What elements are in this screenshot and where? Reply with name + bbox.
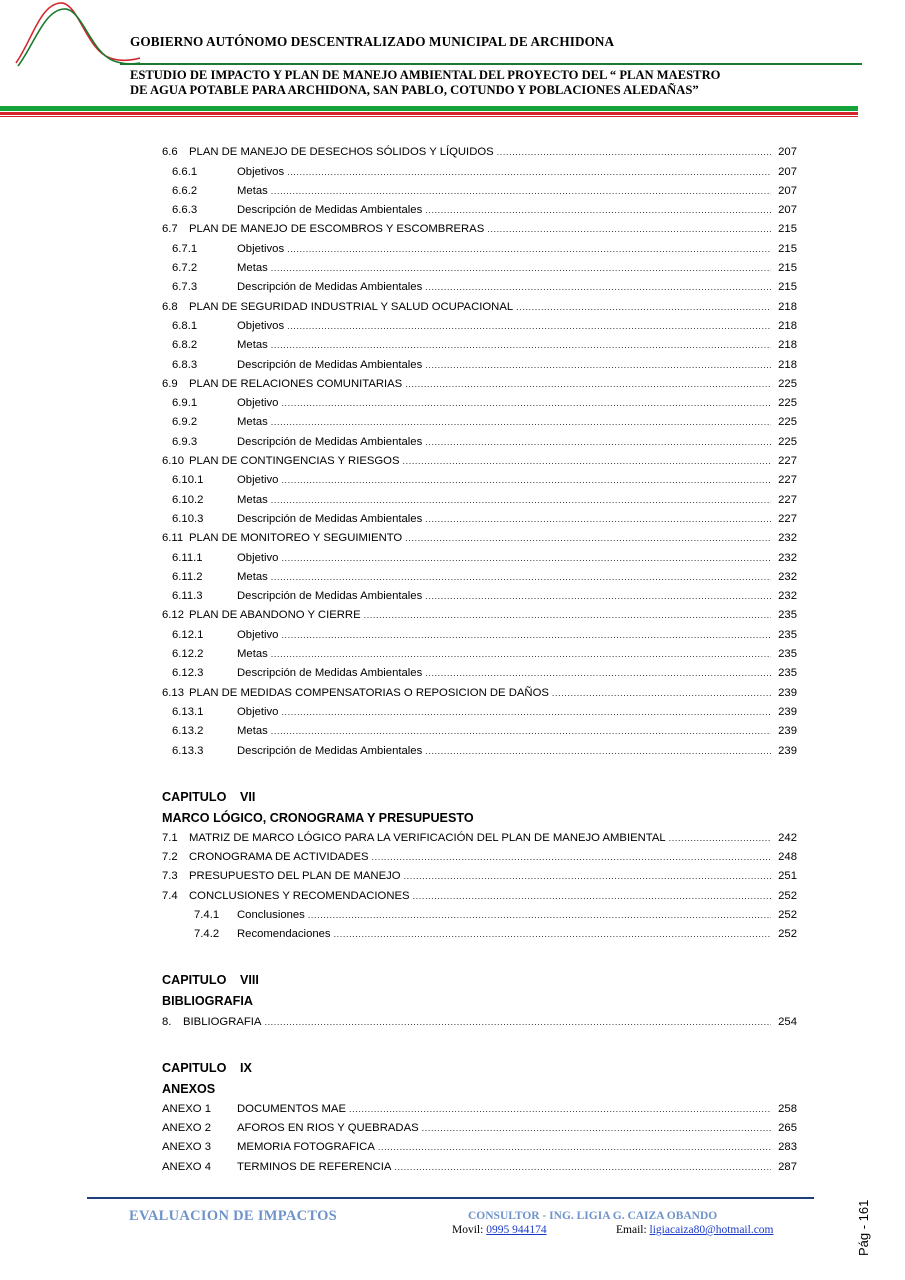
toc-leader-dots <box>271 416 771 428</box>
toc-entry-label: Metas <box>237 570 268 583</box>
toc-entry[interactable] <box>162 332 797 351</box>
toc-entry-label: Objetivo <box>237 705 279 718</box>
toc-entry[interactable] <box>162 158 797 177</box>
toc-entry[interactable] <box>162 902 797 921</box>
toc-chapter-7 <box>162 783 797 941</box>
toc-entry-number: 6.13.1 <box>172 705 204 718</box>
toc-entry-number: 7.1 <box>162 831 178 844</box>
toc-entry-label: Descripción de Medidas Ambientales <box>237 358 423 371</box>
toc-entry-page: 218 <box>778 319 797 332</box>
toc-entry-label: PLAN DE MEDIDAS COMPENSATORIAS O REPOSICION DE DAÑOS <box>189 686 549 699</box>
toc-leader-dots <box>516 301 771 313</box>
toc-entry-label: Objetivo <box>237 397 279 410</box>
toc-entry-number: 6.13.2 <box>172 725 204 738</box>
toc-entry-label: Descripción de Medidas Ambientales <box>237 590 423 603</box>
toc-entry-number: 6.8.2 <box>172 339 198 352</box>
toc-entry-number: 6.12.2 <box>172 648 204 661</box>
toc-entry-page: 235 <box>778 667 797 680</box>
toc-leader-dots <box>281 706 771 718</box>
toc-entry-label: Descripción de Medidas Ambientales <box>237 435 423 448</box>
toc-leader-dots <box>425 281 771 293</box>
toc-leader-dots <box>372 851 771 863</box>
toc-entry-number: 6.7.3 <box>172 281 198 294</box>
toc-entry-number: 6.7.1 <box>172 242 198 255</box>
toc-entry[interactable] <box>162 718 797 737</box>
toc-entry[interactable] <box>162 428 797 447</box>
toc-entry[interactable] <box>162 564 797 583</box>
toc-entry-page: 215 <box>778 262 797 275</box>
toc-entry-number: 7.2 <box>162 851 178 864</box>
email-label: Email: <box>616 1224 650 1236</box>
toc-entry-number: 6.8 <box>162 300 178 313</box>
toc-leader-dots <box>281 397 771 409</box>
toc-entry[interactable] <box>162 882 797 901</box>
toc-entry-number: 6.7 <box>162 223 178 236</box>
toc-entry[interactable] <box>162 313 797 332</box>
toc-entry[interactable] <box>162 448 797 467</box>
toc-entry-page: 232 <box>778 551 797 564</box>
toc-leader-dots <box>425 667 771 679</box>
toc-entry-number: 7.4 <box>162 889 178 902</box>
footer-section-title: EVALUACION DE IMPACTOS <box>129 1208 338 1224</box>
page-number: Pág - 161 <box>856 1199 871 1256</box>
toc-entry[interactable] <box>162 660 797 679</box>
toc-leader-dots <box>281 552 771 564</box>
toc-entry[interactable] <box>162 486 797 505</box>
toc-leader-dots <box>281 474 771 486</box>
toc-entry-label: TERMINOS DE REFERENCIA <box>237 1160 392 1173</box>
toc-leader-dots <box>403 455 771 467</box>
toc-entry-label: DOCUMENTOS MAE <box>237 1102 347 1115</box>
toc-entry[interactable] <box>162 602 797 621</box>
phone-label: Movil: <box>452 1224 487 1236</box>
toc-entry-page: 227 <box>778 512 797 525</box>
toc-leader-dots <box>413 890 771 902</box>
toc-entry[interactable] <box>162 737 797 756</box>
toc-entry-page: 218 <box>778 339 797 352</box>
toc-entry[interactable] <box>162 467 797 486</box>
toc-entry[interactable] <box>162 351 797 370</box>
toc-entry-label: Metas <box>237 648 268 661</box>
toc-entry-page: 232 <box>778 570 797 583</box>
toc-entry-page: 258 <box>778 1102 797 1115</box>
toc-entry-label: PLAN DE SEGURIDAD INDUSTRIAL Y SALUD OCUPACIONAL <box>189 300 514 313</box>
toc-entry[interactable] <box>162 825 797 844</box>
toc-entry-page: 227 <box>778 493 797 506</box>
toc-entry-number: 8. <box>162 1015 172 1028</box>
toc-entry[interactable] <box>162 178 797 197</box>
chapter-number: VIII <box>240 973 259 988</box>
toc-entry[interactable] <box>162 863 797 882</box>
toc-leader-dots <box>271 262 771 274</box>
toc-entry-label: Descripción de Medidas Ambientales <box>237 281 423 294</box>
chapter-heading <box>162 966 797 987</box>
toc-entry-label: Objetivo <box>237 628 279 641</box>
toc-entry-number: 6.11 <box>162 532 184 545</box>
toc-entry-page: 215 <box>778 281 797 294</box>
toc-entry-page: 252 <box>778 928 797 941</box>
chapter-title: MARCO LÓGICO, CRONOGRAMA Y PRESUPUESTO <box>162 810 474 825</box>
toc-entry-page: 232 <box>778 532 797 545</box>
toc-entry-page: 265 <box>778 1122 797 1135</box>
toc-entry-number: 6.12 <box>162 609 184 622</box>
toc-entry[interactable] <box>162 544 797 563</box>
toc-entry-label: PLAN DE MANEJO DE ESCOMBROS Y ESCOMBRERAS <box>189 223 485 236</box>
toc-entry[interactable] <box>162 921 797 940</box>
toc-entry[interactable] <box>162 583 797 602</box>
chapter-heading <box>162 783 797 804</box>
toc-leader-dots <box>271 494 771 506</box>
toc-entry-label: Metas <box>237 262 268 275</box>
toc-leader-dots <box>287 320 771 332</box>
toc-entry-label: Descripción de Medidas Ambientales <box>237 204 423 217</box>
toc-entry[interactable] <box>162 255 797 274</box>
chapter-label: CAPITULO <box>162 973 227 988</box>
toc-entry-page: 251 <box>778 870 797 883</box>
toc-entry-number: ANEXO 3 <box>162 1141 211 1154</box>
toc-leader-dots <box>405 532 771 544</box>
header-band-green <box>0 106 858 111</box>
toc-leader-dots <box>425 745 771 757</box>
toc-entry-number: 6.12.1 <box>172 628 204 641</box>
toc-entry[interactable] <box>162 621 797 640</box>
toc-entry-label: Recomendaciones <box>237 928 331 941</box>
toc-leader-dots <box>308 909 771 921</box>
toc-leader-dots <box>404 870 771 882</box>
toc-entry-number: ANEXO 1 <box>162 1102 211 1115</box>
toc-entry[interactable] <box>162 506 797 525</box>
toc-leader-dots <box>349 1103 771 1115</box>
toc-leader-dots <box>552 687 771 699</box>
toc-entry-label: PLAN DE RELACIONES COMUNITARIAS <box>189 377 403 390</box>
header-subtitle <box>130 68 720 97</box>
toc-entry-page: 242 <box>778 831 797 844</box>
toc-entry[interactable] <box>162 197 797 216</box>
chapter-label: CAPITULO <box>162 1060 227 1075</box>
toc-entry-number: 6.6.2 <box>172 184 198 197</box>
toc-entry-label: Metas <box>237 725 268 738</box>
toc-entry[interactable] <box>162 139 797 158</box>
toc-entry-label: PLAN DE CONTINGENCIAS Y RIESGOS <box>189 455 400 468</box>
toc-entry-page: 235 <box>778 609 797 622</box>
toc-entry[interactable] <box>162 235 797 254</box>
header-subtitle-line1: ESTUDIO DE IMPACTO Y PLAN DE MANEJO AMBIENTAL DEL PROYECTO DEL “ PLAN MAESTRO <box>130 68 721 82</box>
toc-entry-label: Objetivo <box>237 551 279 564</box>
header-band-red <box>0 112 858 115</box>
toc-entry-number: 6.7.2 <box>172 262 198 275</box>
toc-entry-number: ANEXO 4 <box>162 1160 211 1173</box>
toc-entry[interactable] <box>162 216 797 235</box>
toc-entry[interactable] <box>162 1153 797 1172</box>
chapter-items <box>162 1008 797 1027</box>
chapter-heading <box>162 1054 797 1075</box>
toc-entry-page: 283 <box>778 1141 797 1154</box>
toc-entry[interactable] <box>162 641 797 660</box>
toc-entry[interactable] <box>162 1134 797 1153</box>
toc-entry-page: 239 <box>778 725 797 738</box>
toc-entry-label: MEMORIA FOTOGRAFICA <box>237 1141 375 1154</box>
toc-entry-number: 6.6 <box>162 146 178 159</box>
toc-leader-dots <box>405 378 771 390</box>
toc-entry-page: 207 <box>778 165 797 178</box>
toc-entry-page: 225 <box>778 416 797 429</box>
toc-leader-dots <box>425 436 771 448</box>
toc-entry-label: MATRIZ DE MARCO LÓGICO PARA LA VERIFICACIÓN DEL PLAN DE MANEJO AMBIENTAL <box>189 831 666 844</box>
toc-leader-dots <box>394 1161 771 1173</box>
chapter-number: VII <box>240 789 256 804</box>
toc-chapter-9 <box>162 1054 797 1173</box>
toc-entry-number: 6.12.3 <box>172 667 204 680</box>
header-title: GOBIERNO AUTÓNOMO DESCENTRALIZADO MUNICIPAL DE ARCHIDONA <box>130 34 615 49</box>
toc-entry[interactable] <box>162 1008 797 1027</box>
toc-entry-label: PRESUPUESTO DEL PLAN DE MANEJO <box>189 870 401 883</box>
toc-entry-label: AFOROS EN RIOS Y QUEBRADAS <box>237 1122 419 1135</box>
toc-entry-label: PLAN DE MANEJO DE DESECHOS SÓLIDOS Y LÍQUIDOS <box>189 146 494 159</box>
toc-entry-label: PLAN DE MONITOREO Y SEGUIMIENTO <box>189 532 403 545</box>
toc-leader-dots <box>334 928 771 940</box>
toc-leader-dots <box>422 1122 771 1134</box>
toc-entry-number: ANEXO 2 <box>162 1122 211 1135</box>
toc-entry-page: 252 <box>778 908 797 921</box>
chapter-items <box>162 1096 797 1173</box>
toc-entry-page: 215 <box>778 242 797 255</box>
toc-entry-page: 232 <box>778 590 797 603</box>
toc-entry-label: BIBLIOGRAFIA <box>183 1015 262 1028</box>
toc-entry-number: 6.6.1 <box>172 165 198 178</box>
toc-entry-page: 207 <box>778 146 797 159</box>
toc-entry[interactable] <box>162 371 797 390</box>
toc-entry-number: 6.13 <box>162 686 184 699</box>
toc-entry-number: 6.9.1 <box>172 397 198 410</box>
toc-entry-page: 227 <box>778 474 797 487</box>
toc-entry-number: 6.9.2 <box>172 416 198 429</box>
chapter-items <box>162 825 797 941</box>
toc-entry-number: 6.8.3 <box>172 358 198 371</box>
toc-entry-label: CRONOGRAMA DE ACTIVIDADES <box>189 851 369 864</box>
toc-leader-dots <box>425 590 771 602</box>
toc-leader-dots <box>264 1016 771 1028</box>
toc-entry-page: 207 <box>778 204 797 217</box>
phone-link[interactable]: 0995 944174 <box>486 1224 547 1236</box>
toc-entry-label: Descripción de Medidas Ambientales <box>237 744 423 757</box>
toc-entry-number: 6.11.3 <box>172 590 203 603</box>
toc-leader-dots <box>271 725 771 737</box>
toc-entry-page: 287 <box>778 1160 797 1173</box>
toc-leader-dots <box>287 243 771 255</box>
toc-entry[interactable] <box>162 274 797 293</box>
toc-entry[interactable] <box>162 1115 797 1134</box>
toc-entry-number: 6.9.3 <box>172 435 198 448</box>
toc-entry-page: 225 <box>778 377 797 390</box>
toc-leader-dots <box>271 571 771 583</box>
toc-entry-page: 254 <box>778 1015 797 1028</box>
toc-leader-dots <box>669 832 771 844</box>
municipal-logo <box>10 0 140 70</box>
chapter-number: IX <box>240 1060 252 1075</box>
toc-leader-dots <box>487 223 771 235</box>
table-of-contents <box>162 139 797 1173</box>
toc-leader-dots <box>281 629 771 641</box>
toc-entry-label: Metas <box>237 416 268 429</box>
toc-entry-page: 239 <box>778 705 797 718</box>
toc-entry-page: 225 <box>778 397 797 410</box>
toc-entry[interactable] <box>162 699 797 718</box>
toc-entry-number: 6.9 <box>162 377 178 390</box>
footer-email <box>616 1224 774 1236</box>
toc-leader-dots <box>425 204 771 216</box>
toc-entry-label: PLAN DE ABANDONO Y CIERRE <box>189 609 361 622</box>
toc-entry-label: Metas <box>237 184 268 197</box>
toc-entry-label: Metas <box>237 493 268 506</box>
toc-entry[interactable] <box>162 679 797 698</box>
toc-entry-page: 218 <box>778 358 797 371</box>
toc-entry-number: 6.13.3 <box>172 744 204 757</box>
toc-leader-dots <box>287 166 771 178</box>
toc-entry-label: Objetivos <box>237 165 285 178</box>
toc-entry-page: 218 <box>778 300 797 313</box>
toc-entry-number: 7.4.2 <box>194 928 220 941</box>
toc-entry-label: Descripción de Medidas Ambientales <box>237 667 423 680</box>
email-link[interactable]: ligiacaiza80@hotmail.com <box>649 1224 774 1236</box>
toc-leader-dots <box>364 609 771 621</box>
toc-chapter-8 <box>162 966 797 1027</box>
toc-entry-page: 252 <box>778 889 797 902</box>
toc-entry-page: 239 <box>778 686 797 699</box>
toc-entry[interactable] <box>162 409 797 428</box>
chapter-label: CAPITULO <box>162 789 227 804</box>
toc-entry-page: 207 <box>778 184 797 197</box>
toc-entry[interactable] <box>162 390 797 409</box>
toc-entry[interactable] <box>162 844 797 863</box>
toc-entry-label: Objetivos <box>237 242 285 255</box>
toc-entry-label: CONCLUSIONES Y RECOMENDACIONES <box>189 889 410 902</box>
toc-entry-page: 239 <box>778 744 797 757</box>
footer-consultant: CONSULTOR - ING. LIGIA G. CAIZA OBANDO <box>468 1210 718 1222</box>
toc-entry-number: 6.10.1 <box>172 474 204 487</box>
toc-entry-label: Conclusiones <box>237 908 305 921</box>
toc-entry-number: 7.3 <box>162 870 178 883</box>
toc-entry[interactable] <box>162 1096 797 1115</box>
header-band-red-thin <box>0 116 858 117</box>
toc-entry-label: Objetivos <box>237 319 285 332</box>
header-subtitle-line2: DE AGUA POTABLE PARA ARCHIDONA, SAN PABLO, COTUNDO Y POBLACIONES ALEDAÑAS” <box>130 82 699 97</box>
toc-entry-number: 6.11.1 <box>172 551 203 564</box>
chapter-title: BIBLIOGRAFIA <box>162 994 253 1009</box>
toc-leader-dots <box>425 513 771 525</box>
toc-leader-dots <box>271 339 771 351</box>
toc-entry-number: 7.4.1 <box>194 908 220 921</box>
toc-entry-page: 227 <box>778 455 797 468</box>
toc-section-6 <box>162 139 797 757</box>
toc-entry-page: 215 <box>778 223 797 236</box>
toc-entry[interactable] <box>162 293 797 312</box>
toc-entry-number: 6.10.3 <box>172 512 204 525</box>
footer-rule <box>87 1197 814 1199</box>
toc-entry-page: 235 <box>778 628 797 641</box>
toc-leader-dots <box>271 185 771 197</box>
toc-entry-number: 6.6.3 <box>172 204 198 217</box>
toc-entry-number: 6.10.2 <box>172 493 204 506</box>
toc-entry-label: Objetivo <box>237 474 279 487</box>
toc-entry-number: 6.8.1 <box>172 319 198 332</box>
toc-leader-dots <box>425 359 771 371</box>
toc-entry[interactable] <box>162 525 797 544</box>
toc-leader-dots <box>378 1141 771 1153</box>
toc-leader-dots <box>271 648 771 660</box>
toc-entry-number: 6.10 <box>162 455 184 468</box>
toc-entry-page: 225 <box>778 435 797 448</box>
toc-entry-page: 248 <box>778 851 797 864</box>
toc-entry-page: 235 <box>778 648 797 661</box>
chapter-title: ANEXOS <box>162 1081 216 1096</box>
footer-phone <box>452 1224 547 1236</box>
toc-entry-label: Metas <box>237 339 268 352</box>
toc-entry-label: Descripción de Medidas Ambientales <box>237 512 423 525</box>
toc-leader-dots <box>497 146 771 158</box>
header-rule <box>120 63 862 65</box>
toc-entry-number: 6.11.2 <box>172 570 203 583</box>
